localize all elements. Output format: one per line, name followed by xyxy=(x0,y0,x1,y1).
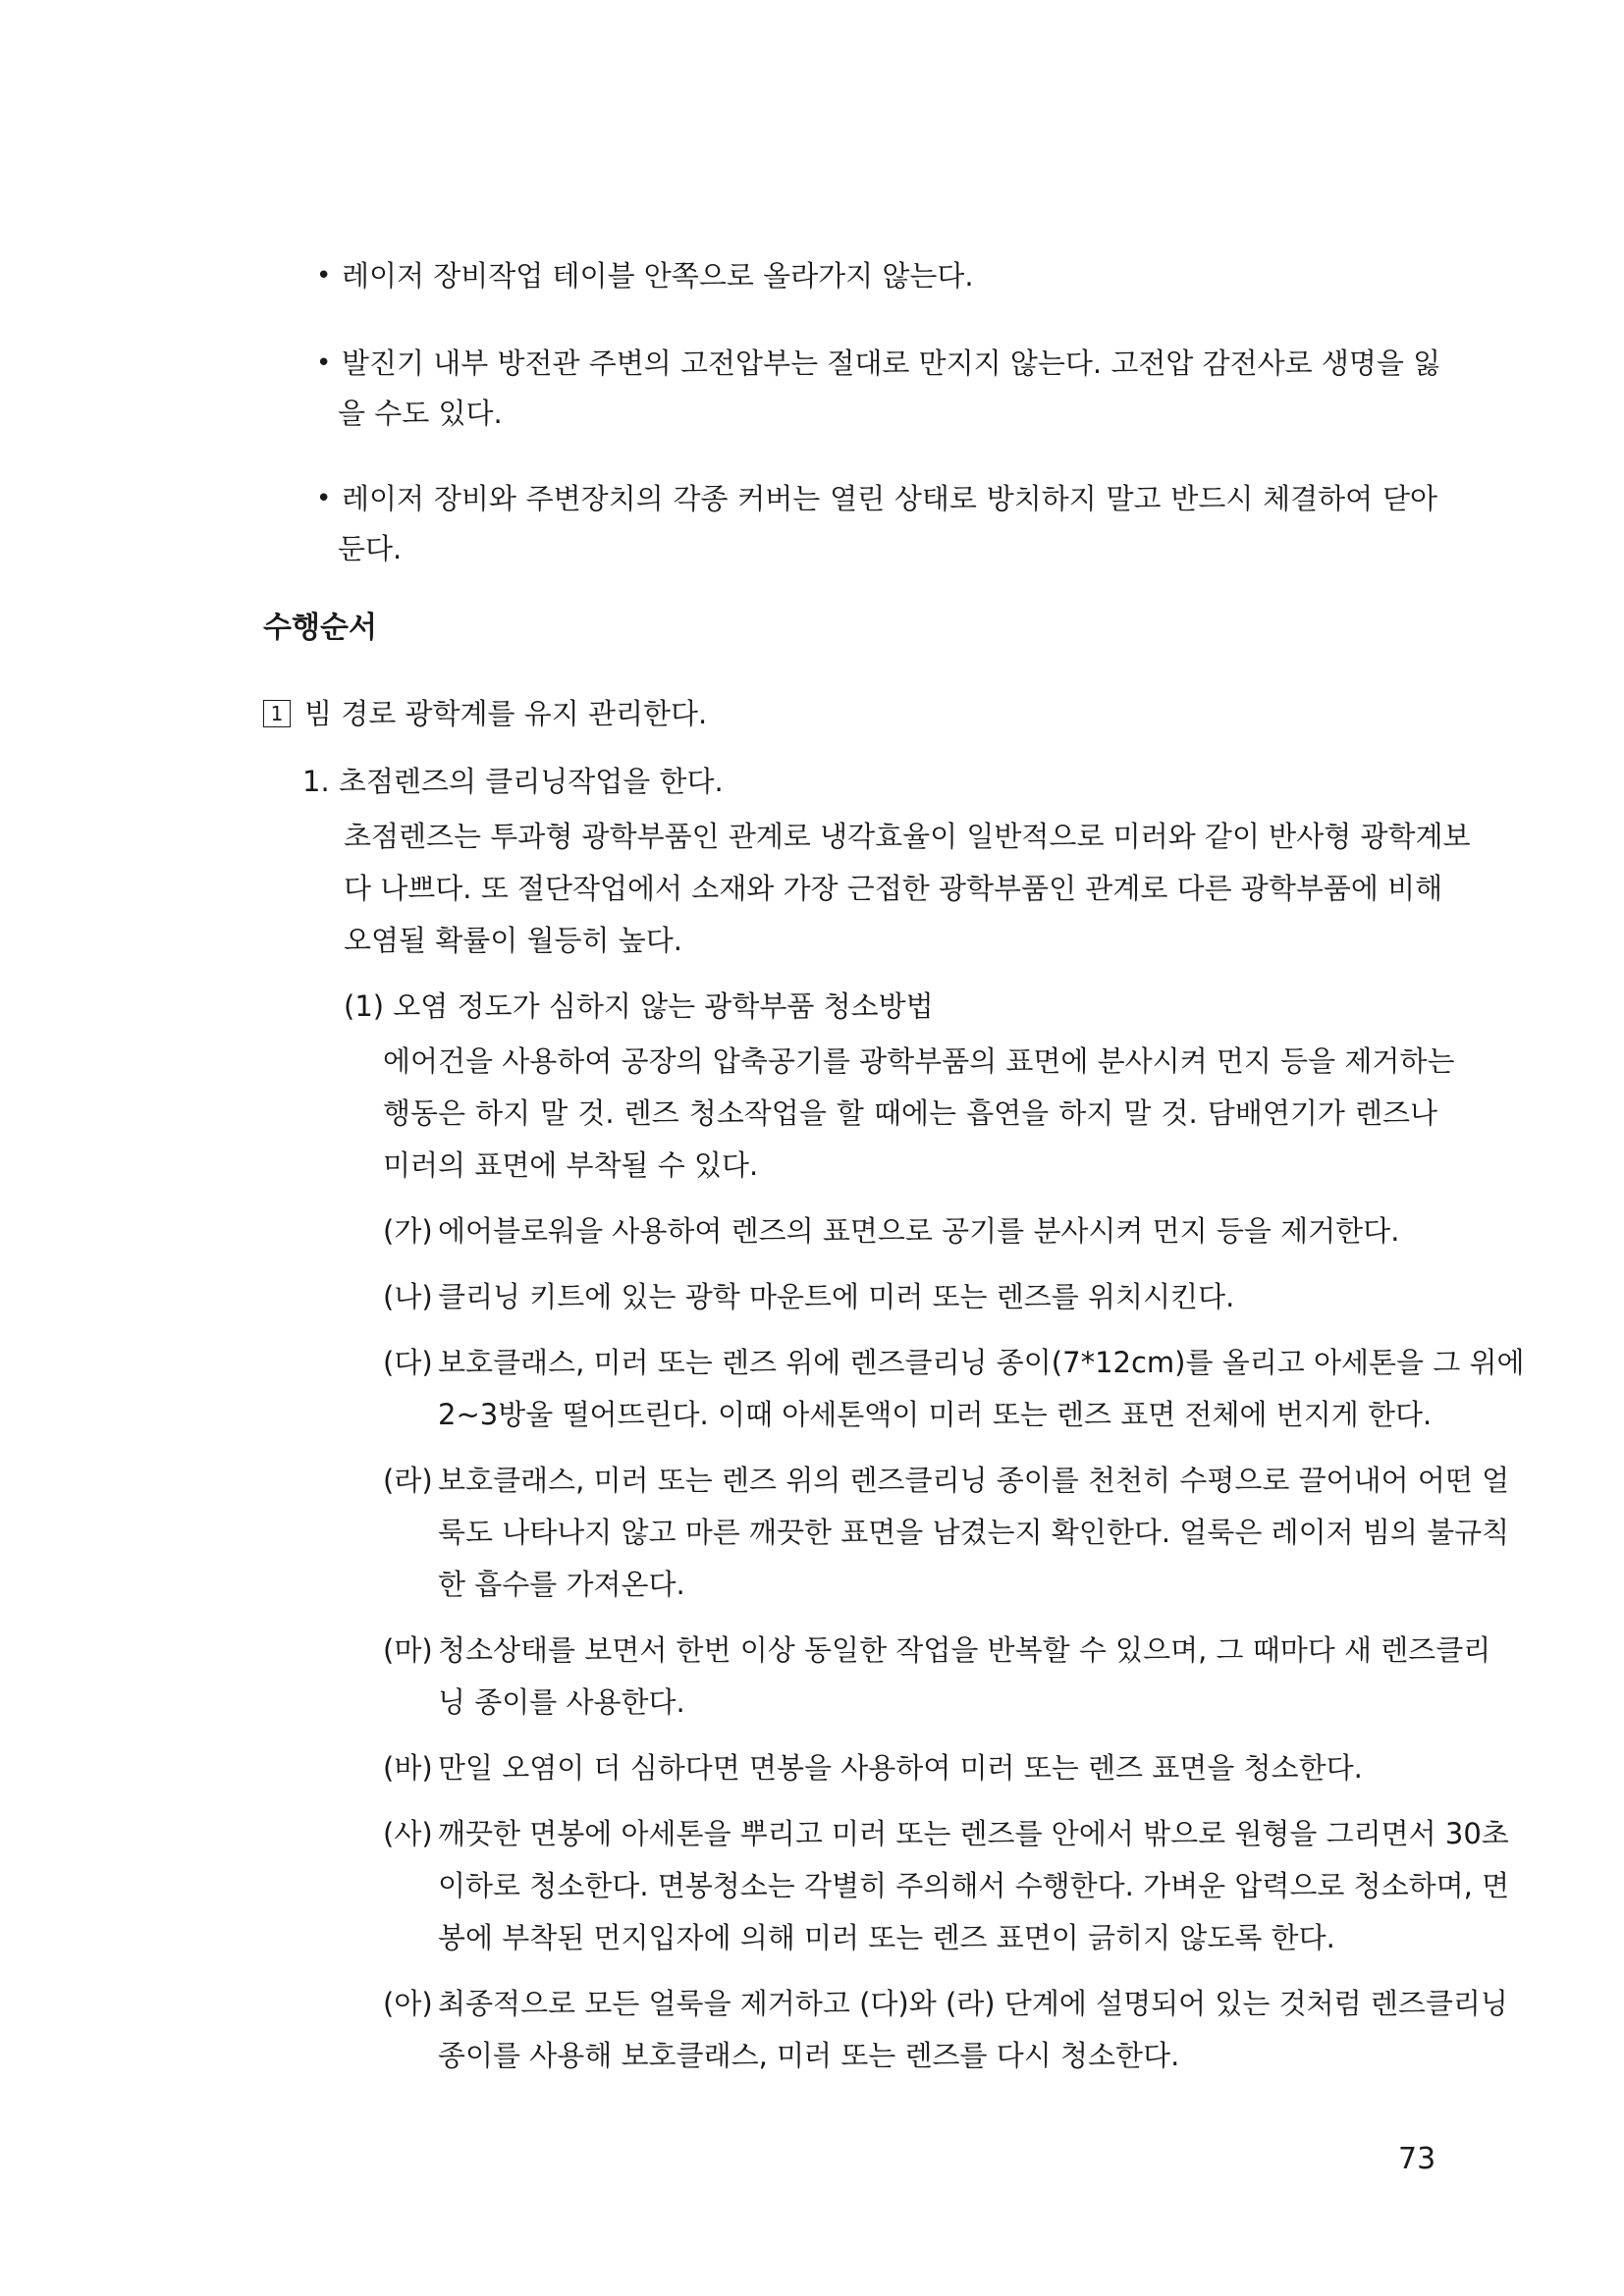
item-label: (마) xyxy=(383,1633,433,1667)
paragraph-line: 미러의 표면에 부착될 수 있다. xyxy=(383,1148,759,1182)
subsubsection-title: (1) 오염 정도가 심하지 않는 광학부품 청소방법 xyxy=(344,989,934,1023)
item-label: (사) xyxy=(383,1817,433,1850)
item-line: 만일 오염이 더 심하다면 면봉을 사용하여 미러 또는 렌즈 표면을 청소한다. xyxy=(438,1751,1363,1785)
item-label: (라) xyxy=(383,1464,433,1497)
bullet-line: 발진기 내부 방전관 주변의 고전압부는 절대로 만지지 않는다. 고전압 감전사로 생명을 잃 xyxy=(342,347,1441,380)
page-number: 73 xyxy=(1398,2142,1436,2176)
item-label: (바) xyxy=(383,1751,433,1785)
item-line: 보호클래스, 미러 또는 렌즈 위에 렌즈클리닝 종이(7*12cm)를 올리고 아세톤을 그 위에 xyxy=(438,1346,1525,1379)
item-line: 보호클래스, 미러 또는 렌즈 위의 렌즈클리닝 종이를 천천히 수평으로 끌어내어 어떤 얼 xyxy=(438,1464,1510,1497)
paragraph-line: 초점렌즈는 투과형 광학부품인 관계로 냉각효율이 일반적으로 미러와 같이 반사형 광학계보 xyxy=(344,820,1471,853)
item-label: (나) xyxy=(383,1280,433,1313)
item-line: 클리닝 키트에 있는 광학 마운트에 미러 또는 렌즈를 위치시킨다. xyxy=(438,1280,1235,1313)
paragraph-line: 행동은 하지 말 것. 렌즈 청소작업을 할 때에는 흡연을 하지 말 것. 담배연기가 렌즈나 xyxy=(383,1096,1437,1130)
bullet-line: 레이저 장비작업 테이블 안쪽으로 올라가지 않는다. xyxy=(342,259,974,293)
item-line: 룩도 나타나지 않고 마른 깨끗한 표면을 남겼는지 확인한다. 얼룩은 레이저 빔의 불규칙 xyxy=(438,1516,1510,1549)
bullet-marker: • xyxy=(316,484,332,513)
subsection-title: 1. 초점렌즈의 클리닝작업을 한다. xyxy=(302,765,724,798)
item-label: (다) xyxy=(383,1346,433,1379)
item-line: 최종적으로 모든 얼룩을 제거하고 (다)와 (라) 단계에 설명되어 있는 것처럼 렌즈클리닝 xyxy=(438,1987,1508,2020)
bullet-line: 둔다. xyxy=(338,532,403,565)
item-label: (아) xyxy=(383,1987,433,2020)
paragraph-line: 다 나쁘다. 또 절단작업에서 소재와 가장 근접한 광학부품인 관계로 다른 광학부품에 비해 xyxy=(344,872,1443,905)
bullet-marker: • xyxy=(316,348,332,378)
item-line: 이하로 청소한다. 면봉청소는 각별히 주의해서 수행한다. 가벼운 압력으로 청소하며, 면 xyxy=(438,1869,1510,1902)
paragraph-line: 에어건을 사용하여 공장의 압축공기를 광학부품의 표면에 분사시켜 먼지 등을 제거하는 xyxy=(383,1044,1455,1078)
item-line: 청소상태를 보면서 한번 이상 동일한 작업을 반복할 수 있으며, 그 때마다 새 렌즈클리 xyxy=(438,1633,1491,1667)
section-heading: 수행순서 xyxy=(263,611,377,645)
bullet-marker: • xyxy=(316,261,332,291)
step-number-box: 1 xyxy=(263,700,291,727)
item-line: 깨끗한 면봉에 아세톤을 뿌리고 미러 또는 렌즈를 안에서 밖으로 원형을 그리면서 30초 xyxy=(438,1817,1509,1850)
item-line: 종이를 사용해 보호클래스, 미러 또는 렌즈를 다시 청소한다. xyxy=(438,2039,1180,2072)
step-title: 빔 경로 광학계를 유지 관리한다. xyxy=(304,697,708,730)
item-line: 봉에 부착된 먼지입자에 의해 미러 또는 렌즈 표면이 긁히지 않도록 한다. xyxy=(438,1921,1335,1954)
item-line: 에어블로워을 사용하여 렌즈의 표면으로 공기를 분사시켜 먼지 등을 제거한다. xyxy=(438,1214,1400,1248)
bullet-line: 레이저 장비와 주변장치의 각종 커버는 열린 상태로 방치하지 말고 반드시 체결하여 닫아 xyxy=(342,482,1437,515)
item-line: 닝 종이를 사용한다. xyxy=(438,1685,685,1719)
item-label: (가) xyxy=(383,1214,433,1248)
bullet-line: 을 수도 있다. xyxy=(338,397,503,430)
paragraph-line: 오염될 확률이 월등히 높다. xyxy=(344,924,683,957)
item-line: 2~3방울 떨어뜨린다. 이때 아세톤액이 미러 또는 렌즈 표면 전체에 번지게 한다. xyxy=(438,1398,1433,1431)
item-line: 한 흡수를 가져온다. xyxy=(438,1568,685,1601)
